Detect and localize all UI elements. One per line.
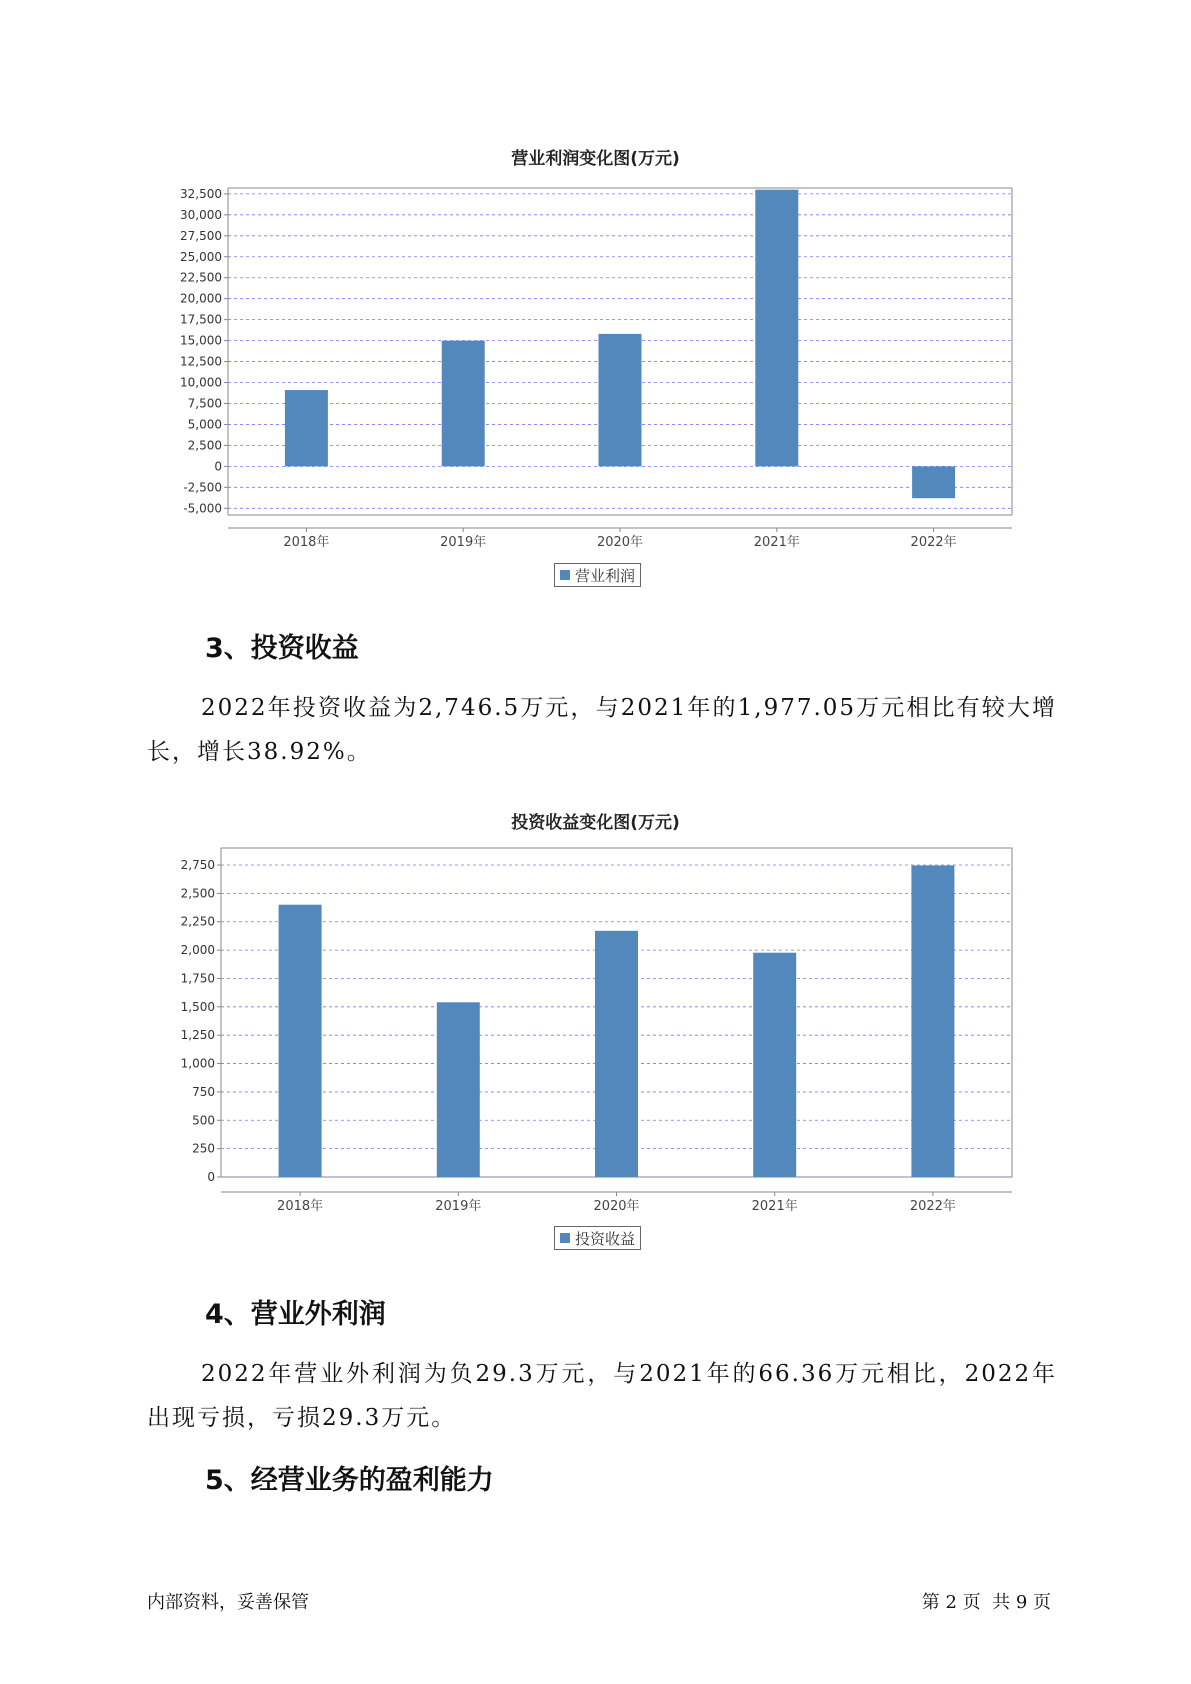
x-tick-label: 2022年 [909, 1199, 956, 1214]
section4-paragraph: 2022年营业外利润为负29.3万元，与2021年的66.36万元相比，2022年出现亏损，亏损29.3万元。 [147, 1361, 1057, 1431]
y-tick-label: 22,500 [180, 270, 222, 285]
y-tick-label: 10,000 [180, 375, 222, 390]
y-tick-label: 20,000 [180, 291, 222, 306]
bar [285, 390, 328, 466]
bar [755, 190, 798, 467]
chart2-legend-label: 投资收益 [575, 1229, 636, 1248]
y-tick-label: 7,500 [187, 396, 222, 411]
bar [437, 1002, 480, 1177]
y-tick-label: 2,500 [180, 886, 215, 901]
footer-page-number: 第 2 页 共 9 页 [921, 1592, 1051, 1613]
section5-heading: 5、经营业务的盈利能力 [205, 1465, 494, 1496]
footer-confidential-note: 内部资料，妥善保管 [147, 1592, 309, 1613]
y-tick-label: 1,000 [180, 1056, 215, 1071]
y-tick-label: 500 [192, 1113, 215, 1128]
legend-swatch [560, 1233, 570, 1243]
bar [912, 466, 955, 498]
y-tick-label: 1,500 [180, 999, 215, 1014]
y-tick-label: 17,500 [180, 312, 222, 327]
y-tick-label: 1,250 [180, 1028, 215, 1043]
section3-paragraph: 2022年投资收益为2,746.5万元，与2021年的1,977.05万元相比有较大增长，增长38.92%。 [147, 695, 1057, 765]
x-tick-label: 2018年 [283, 535, 330, 550]
y-tick-label: 2,500 [187, 438, 222, 453]
y-tick-label: 0 [214, 459, 222, 474]
y-tick-label: 250 [192, 1141, 215, 1156]
y-tick-label: -2,500 [183, 480, 222, 495]
x-tick-label: 2022年 [910, 535, 957, 550]
y-tick-label: 0 [207, 1170, 215, 1184]
x-tick-label: 2019年 [435, 1199, 482, 1214]
chart1-title: 营业利润变化图(万元) [511, 149, 680, 169]
section3-heading: 3、投资收益 [205, 633, 359, 664]
section4-heading: 4、营业外利润 [205, 1299, 386, 1330]
bar [442, 341, 485, 467]
bar [595, 931, 638, 1177]
chart1-legend-label: 营业利润 [575, 566, 636, 585]
y-tick-label: 32,500 [180, 186, 222, 201]
x-tick-label: 2019年 [440, 535, 487, 550]
x-tick-label: 2021年 [753, 535, 800, 550]
y-tick-label: 5,000 [187, 417, 222, 432]
investment-income-chart [0, 840, 1191, 1220]
bar [753, 953, 796, 1177]
y-tick-label: 12,500 [180, 354, 222, 369]
bar [599, 334, 642, 466]
legend-swatch [560, 570, 570, 580]
y-tick-label: 30,000 [180, 207, 222, 222]
chart1-legend [554, 563, 641, 587]
bar [911, 865, 954, 1177]
x-tick-label: 2021年 [751, 1199, 798, 1214]
y-tick-label: 2,250 [180, 914, 215, 929]
x-tick-label: 2020年 [596, 535, 644, 550]
y-tick-label: 27,500 [180, 228, 222, 243]
y-tick-label: 25,000 [180, 249, 222, 264]
y-tick-label: 2,000 [180, 943, 215, 958]
y-tick-label: -5,000 [183, 501, 222, 516]
y-tick-label: 1,750 [180, 971, 215, 986]
chart2-title: 投资收益变化图(万元) [511, 813, 680, 833]
operating-profit-chart [0, 180, 1191, 580]
y-tick-label: 2,750 [180, 858, 215, 873]
y-tick-label: 750 [192, 1084, 215, 1099]
y-tick-label: 15,000 [180, 333, 222, 348]
bar [279, 905, 322, 1177]
x-tick-label: 2020年 [593, 1199, 640, 1214]
chart2-legend [554, 1226, 641, 1250]
x-tick-label: 2018年 [277, 1199, 324, 1214]
